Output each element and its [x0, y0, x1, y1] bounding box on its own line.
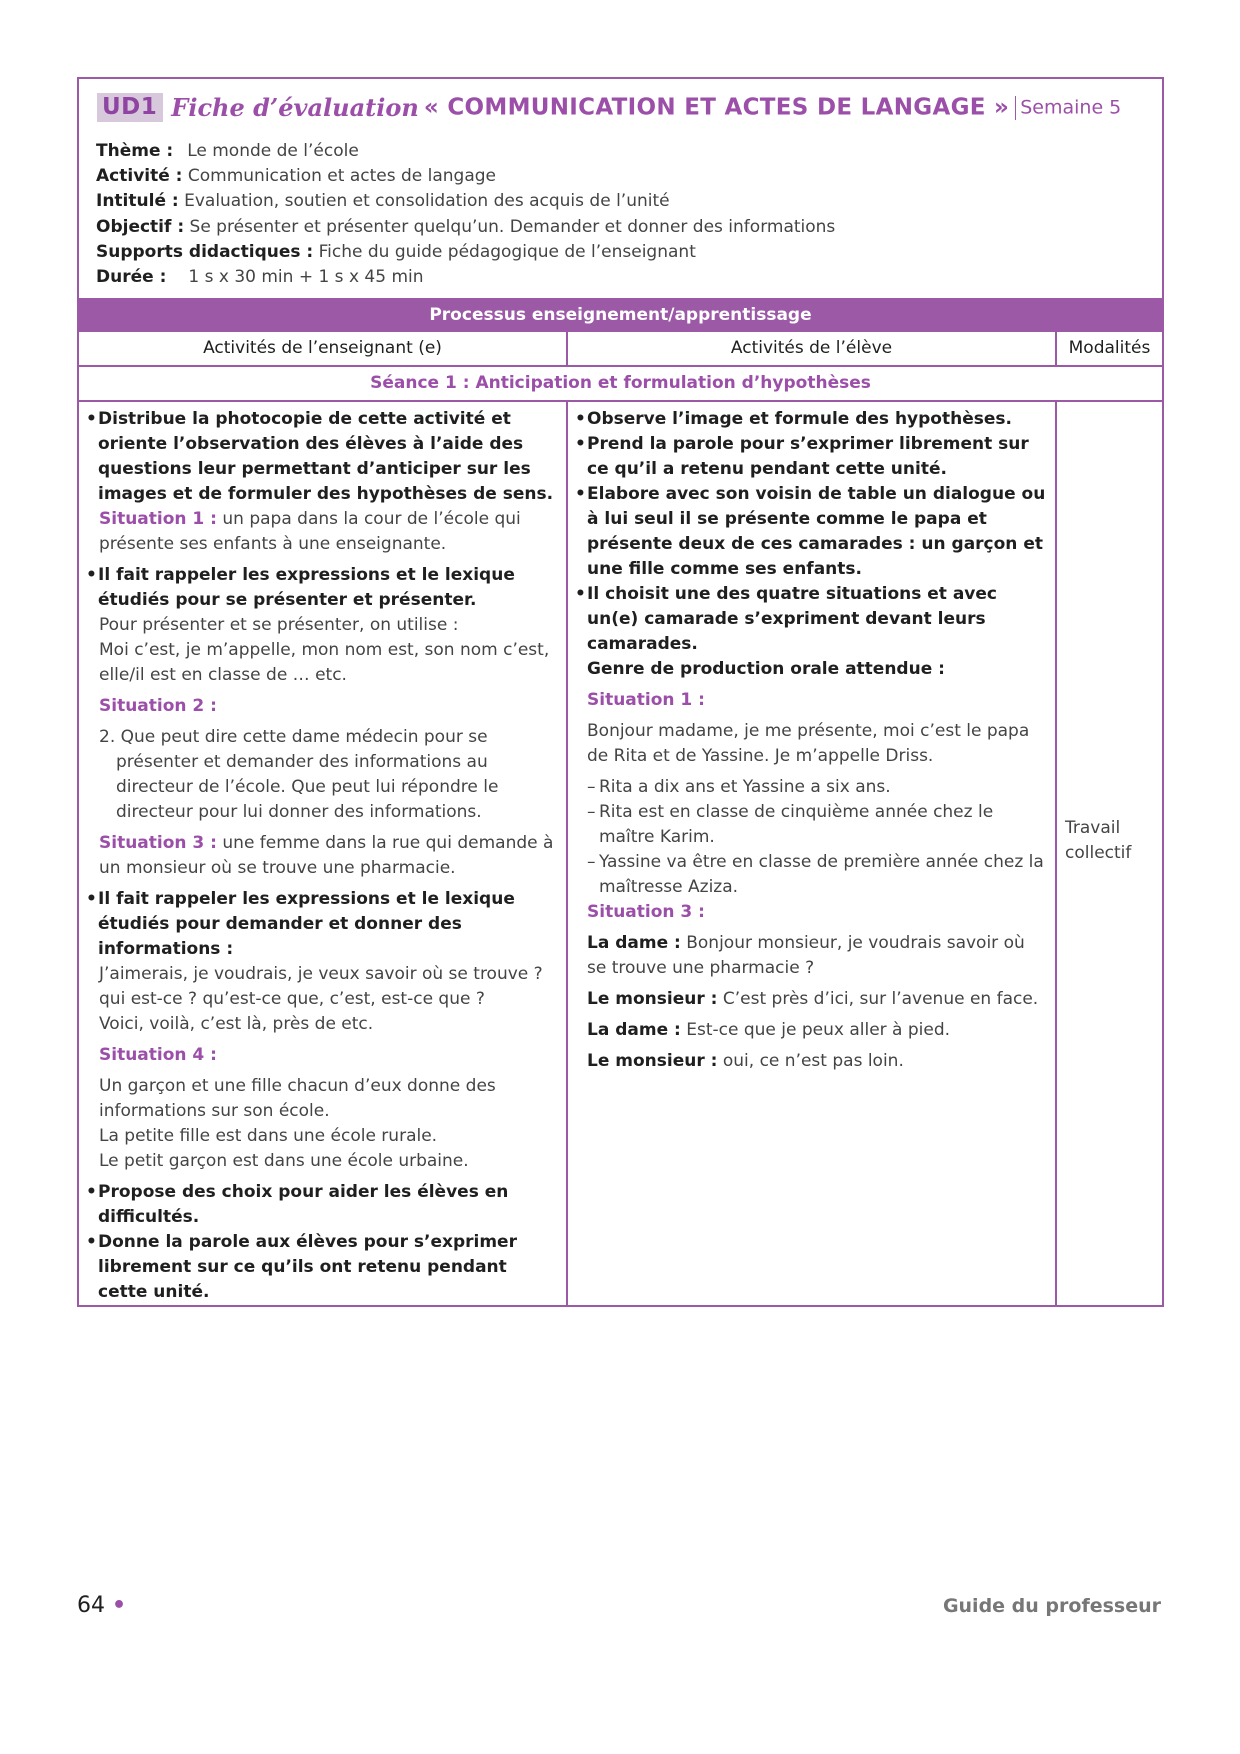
student-bullet: • Prend la parole pour s’exprimer librement sur ce qu’il a retenu pendant cette unité. — [575, 432, 1047, 482]
column-headers — [79, 332, 1162, 367]
seance-title: Séance 1 : Anticipation et formulation d’hypothèses — [79, 367, 1162, 402]
meta-intitule: Intitulé : Evaluation, soutien et consolidation des acquis de l’unité — [96, 191, 670, 212]
teacher-text: Le petit garçon est dans une école urbaine. — [99, 1151, 469, 1171]
modalite-text: collectif — [1065, 843, 1132, 863]
dialogue-line: La dame : Est-ce que je peux aller à pied. — [587, 1020, 951, 1040]
dialogue-line: La dame : Bonjour monsieur, je voudrais savoir où se trouve une pharmacie ? — [587, 933, 1025, 978]
footer-dot: • — [112, 1593, 127, 1618]
modalites-column — [1065, 816, 1160, 866]
dialogue-line: Le monsieur : oui, ce n’est pas loin. — [587, 1051, 904, 1071]
column-header-modalites: Modalités — [1068, 338, 1151, 358]
teacher-bullet: • Il fait rappeler les expressions et le lexique étudiés pour se présenter et présenter. — [86, 563, 558, 613]
student-bullet: • Elabore avec son voisin de table un dialogue ou à lui seul il se présente comme le papa et présente deux de ces camarades : un garçon et une fille comme ses enfants. — [575, 482, 1047, 582]
student-dash-item: – Rita est en classe de cinquième année chez le maître Karim. — [587, 800, 1047, 850]
dialogue-line: Le monsieur : C’est près d’ici, sur l’avenue en face. — [587, 989, 1039, 1009]
meta-activite: Activité : Communication et actes de langage — [96, 166, 496, 187]
title-separator — [1015, 96, 1016, 120]
divider — [1055, 402, 1057, 1307]
teacher-situation-4-label: Situation 4 : — [99, 1045, 217, 1065]
teacher-text: Moi c’est, je m’appelle, mon nom est, son nom c’est, elle/il est en classe de … etc. — [99, 640, 550, 685]
sheet-meta — [96, 139, 835, 290]
student-bullet: • Il choisit une des quatre situations et avec un(e) camarade s’expriment devant leurs camarades. — [575, 582, 1047, 657]
meta-theme: Thème : Le monde de l’école — [96, 141, 359, 161]
student-situation-1-text: Bonjour madame, je me présente, moi c’est le papa de Rita et de Yassine. Je m’appelle Driss. — [587, 721, 1030, 766]
teacher-bullet: • Propose des choix pour aider les élèves en difficultés. — [86, 1180, 558, 1230]
week-label: Semaine 5 — [1020, 96, 1122, 119]
student-dash-item: – Yassine va être en classe de première année chez la maîtresse Aziza. — [587, 850, 1047, 900]
teacher-text: La petite fille est dans une école rurale. — [99, 1126, 438, 1146]
footer-guide-label: Guide du professeur — [942, 1595, 1161, 1617]
teacher-text: Voici, voilà, c’est là, près de etc. — [99, 1014, 374, 1034]
modalite-text: Travail — [1065, 818, 1121, 838]
teacher-bullet: • Donne la parole aux élèves pour s’exprimer librement sur ce qu’ils ont retenu pendant cette unité. — [86, 1230, 558, 1305]
sheet-header — [97, 93, 1148, 129]
teacher-bullet: • Distribue la photocopie de cette activité et oriente l’observation des élèves à l’aide des questions leur permettant d’anticiper sur les images et de formuler des hypothèses de sens. — [86, 407, 558, 507]
teacher-text: qui est-ce ? qu’est-ce que, c’est, est-ce que ? — [99, 989, 485, 1009]
student-column — [575, 402, 1047, 1080]
unit-badge: UD1 — [97, 93, 163, 122]
page-number: 64 • — [77, 1593, 127, 1618]
teacher-situation-2-label: Situation 2 : — [99, 696, 217, 716]
teacher-column — [86, 402, 558, 1305]
divider — [1055, 332, 1057, 367]
sheet-title-italic: Fiche d’évaluation — [171, 93, 419, 122]
student-genre-heading: Genre de production orale attendue : — [587, 659, 945, 679]
meta-objectif: Objectif : Se présenter et présenter quelqu’un. Demander et donner des informations — [96, 216, 836, 237]
teacher-text: Pour présenter et se présenter, on utilise : — [99, 615, 459, 635]
evaluation-sheet — [77, 77, 1164, 1307]
meta-duree: Durée : 1 s x 30 min + 1 s x 45 min — [96, 267, 424, 288]
meta-supports: Supports didactiques : Fiche du guide pédagogique de l’enseignant — [96, 241, 696, 262]
sheet-title: « COMMUNICATION ET ACTES DE LANGAGE » — [423, 94, 1010, 121]
student-situation-1-label: Situation 1 : — [587, 690, 705, 710]
teacher-bullet: • Il fait rappeler les expressions et le lexique étudiés pour demander et donner des informations : — [86, 887, 558, 962]
column-header-teacher: Activités de l’enseignant (e) — [203, 338, 442, 358]
divider — [566, 402, 568, 1307]
teacher-situation-3: Situation 3 : une femme dans la rue qui demande à un monsieur où se trouve une pharmacie. — [99, 833, 554, 878]
student-dash-item: – Rita a dix ans et Yassine a six ans. — [587, 775, 1047, 800]
divider — [566, 332, 568, 367]
teacher-text: J’aimerais, je voudrais, je veux savoir où se trouve ? — [99, 964, 543, 984]
column-header-student: Activités de l’élève — [730, 338, 893, 358]
student-bullet: • Observe l’image et formule des hypothèses. — [575, 407, 1047, 432]
process-band: Processus enseignement/apprentissage — [79, 298, 1162, 332]
teacher-situation-2-text: 2. Que peut dire cette dame médecin pour se présenter et demander des informations au directeur de l’école. Que peut lui répondre le directeur pour lui donner des informations. — [99, 727, 499, 822]
student-situation-3-label: Situation 3 : — [587, 902, 705, 922]
teacher-situation-1: Situation 1 : un papa dans la cour de l’école qui présente ses enfants à une enseignante. — [99, 509, 521, 554]
teacher-text: Un garçon et une fille chacun d’eux donne des informations sur son école. — [99, 1076, 496, 1121]
